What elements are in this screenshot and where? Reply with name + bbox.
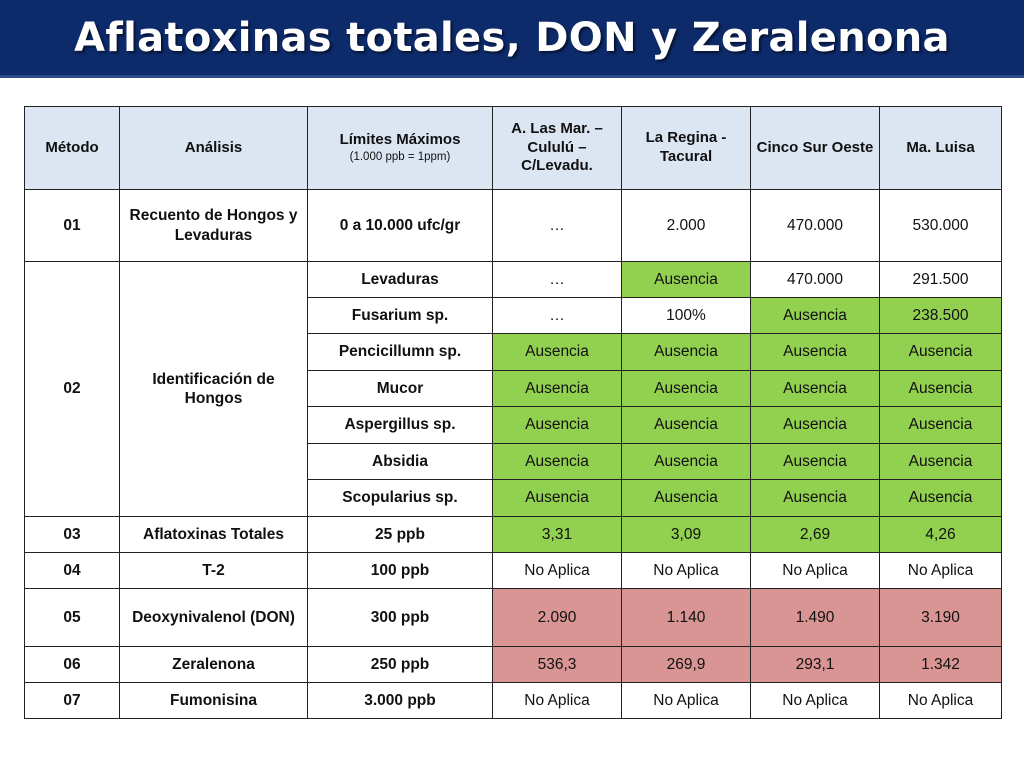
table-row — [25, 647, 1002, 683]
row-limite: Fusarium sp. — [308, 298, 493, 334]
row-limite: Levaduras — [308, 262, 493, 298]
cell-value: 2.000 — [622, 190, 751, 262]
cell-value: … — [493, 298, 622, 334]
cell-value: 470.000 — [751, 262, 880, 298]
cell-value: Ausencia — [880, 480, 1002, 517]
row-limite: Scopularius sp. — [308, 480, 493, 517]
cell-value: Ausencia — [751, 371, 880, 407]
cell-value: 269,9 — [622, 647, 751, 683]
row-metodo: 06 — [25, 647, 120, 683]
cell-value: Ausencia — [622, 480, 751, 517]
cell-value: Ausencia — [880, 334, 1002, 371]
header-col1: A. Las Mar. – Cululú – C/Levadu. — [493, 107, 622, 190]
row-analisis: Aflatoxinas Totales — [120, 517, 308, 553]
cell-value: 2.090 — [493, 589, 622, 647]
cell-value: Ausencia — [493, 334, 622, 371]
cell-value: No Aplica — [880, 683, 1002, 719]
header-limites-sub: (1.000 ppb = 1ppm) — [349, 151, 451, 164]
cell-value: Ausencia — [622, 334, 751, 371]
cell-value: 293,1 — [751, 647, 880, 683]
cell-value: Ausencia — [622, 371, 751, 407]
cell-value: 3,09 — [622, 517, 751, 553]
cell-value: Ausencia — [751, 298, 880, 334]
row-metodo: 02 — [25, 262, 120, 517]
row-metodo: 03 — [25, 517, 120, 553]
cell-value: No Aplica — [493, 553, 622, 589]
cell-value: … — [493, 190, 622, 262]
row-metodo: 01 — [25, 190, 120, 262]
cell-value: Ausencia — [880, 407, 1002, 444]
row-limite: 25 ppb — [308, 517, 493, 553]
table-row — [25, 683, 1002, 719]
cell-value: No Aplica — [880, 553, 1002, 589]
cell-value: Ausencia — [751, 444, 880, 480]
cell-value: No Aplica — [622, 683, 751, 719]
header-col3: Cinco Sur Oeste — [751, 107, 880, 190]
cell-value: 530.000 — [880, 190, 1002, 262]
cell-value: Ausencia — [493, 444, 622, 480]
table-row — [25, 190, 1002, 262]
cell-value: Ausencia — [622, 262, 751, 298]
table-row — [25, 262, 1002, 298]
row-limite: Absidia — [308, 444, 493, 480]
row-analisis: Recuento de Hongos y Levaduras — [120, 190, 308, 262]
row-analisis: Identificación de Hongos — [120, 262, 308, 517]
row-analisis: T-2 — [120, 553, 308, 589]
cell-value: 1.140 — [622, 589, 751, 647]
results-table — [24, 106, 1002, 719]
cell-value: Ausencia — [880, 444, 1002, 480]
cell-value: No Aplica — [751, 683, 880, 719]
row-metodo: 05 — [25, 589, 120, 647]
cell-value: Ausencia — [751, 407, 880, 444]
header-analisis: Análisis — [120, 107, 308, 190]
row-limite: Mucor — [308, 371, 493, 407]
header-limites — [308, 107, 493, 190]
cell-value: Ausencia — [493, 371, 622, 407]
cell-value: Ausencia — [493, 407, 622, 444]
table-row — [25, 589, 1002, 647]
cell-value: 536,3 — [493, 647, 622, 683]
cell-value: 4,26 — [880, 517, 1002, 553]
row-limite: 300 ppb — [308, 589, 493, 647]
row-limite: Pencicillumn sp. — [308, 334, 493, 371]
table-row — [25, 553, 1002, 589]
cell-value: Ausencia — [622, 444, 751, 480]
cell-value: 1.342 — [880, 647, 1002, 683]
row-metodo: 07 — [25, 683, 120, 719]
cell-value: Ausencia — [493, 480, 622, 517]
header-row — [25, 107, 1002, 190]
cell-value: 1.490 — [751, 589, 880, 647]
cell-value: 3,31 — [493, 517, 622, 553]
header-col4: Ma. Luisa — [880, 107, 1002, 190]
cell-value: Ausencia — [880, 371, 1002, 407]
row-limite: Aspergillus sp. — [308, 407, 493, 444]
row-analisis: Fumonisina — [120, 683, 308, 719]
row-analisis: Deoxynivalenol (DON) — [120, 589, 308, 647]
header-col2: La Regina - Tacural — [622, 107, 751, 190]
cell-value: 100% — [622, 298, 751, 334]
table-row — [25, 517, 1002, 553]
cell-value: … — [493, 262, 622, 298]
slide-title: Aflatoxinas totales, DON y Zeralenona — [74, 14, 950, 61]
cell-value: 2,69 — [751, 517, 880, 553]
row-limite: 100 ppb — [308, 553, 493, 589]
cell-value: Ausencia — [622, 407, 751, 444]
cell-value: Ausencia — [751, 480, 880, 517]
cell-value: No Aplica — [493, 683, 622, 719]
header-limites-label: Límites Máximos — [339, 131, 461, 149]
title-bar — [0, 0, 1024, 78]
header-metodo: Método — [25, 107, 120, 190]
row-limite: 250 ppb — [308, 647, 493, 683]
cell-value: 291.500 — [880, 262, 1002, 298]
cell-value: No Aplica — [751, 553, 880, 589]
row-limite: 0 a 10.000 ufc/gr — [308, 190, 493, 262]
row-metodo: 04 — [25, 553, 120, 589]
cell-value: 470.000 — [751, 190, 880, 262]
cell-value: Ausencia — [751, 334, 880, 371]
row-limite: 3.000 ppb — [308, 683, 493, 719]
row-analisis: Zeralenona — [120, 647, 308, 683]
cell-value: 3.190 — [880, 589, 1002, 647]
cell-value: No Aplica — [622, 553, 751, 589]
cell-value: 238.500 — [880, 298, 1002, 334]
